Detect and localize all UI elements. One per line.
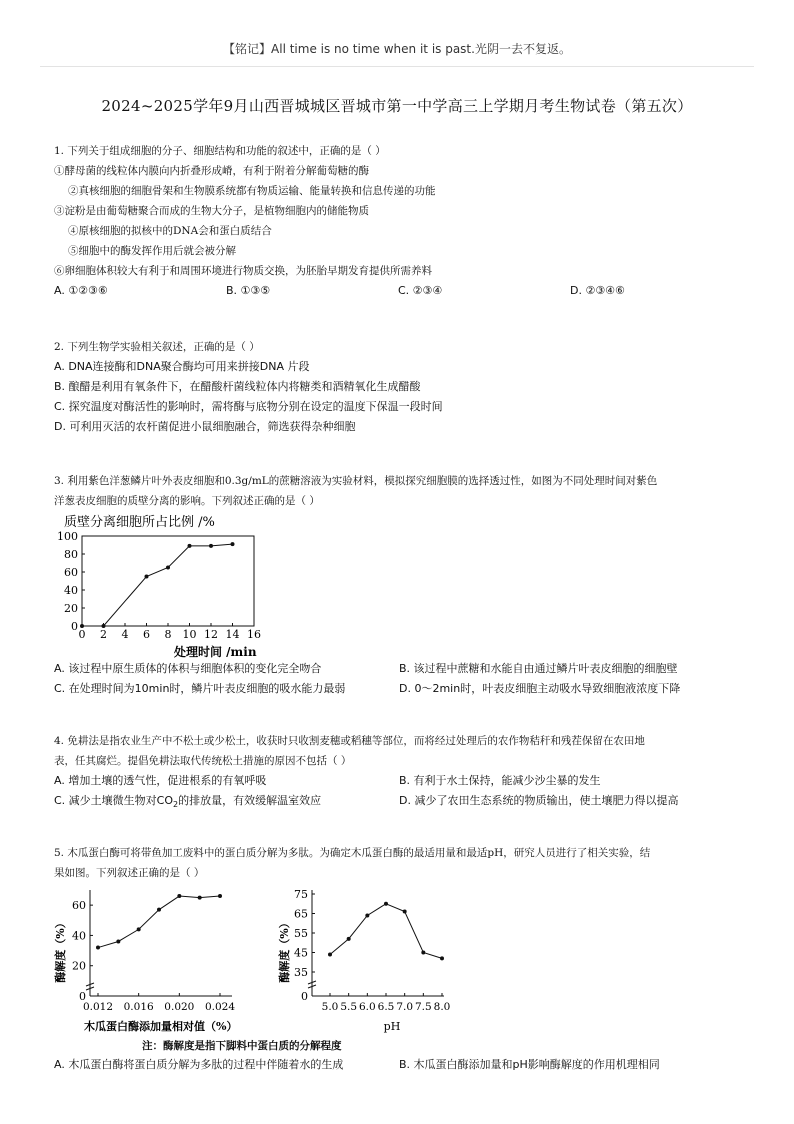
question-4-stem-line1: 4. 免耕法是指农业生产中不松土或少松土，收获时只收割麦穗或稻穗等部位，而将经过处理后的农作物秸秆和残茬保留在农田地 bbox=[54, 735, 645, 747]
question-5-stem-line2: 果如图。下列叙述正确的是（ ） bbox=[54, 867, 205, 879]
chart3-point bbox=[347, 937, 351, 941]
chart2-origin-label: 0 bbox=[79, 990, 86, 1003]
chart3-point bbox=[421, 951, 425, 955]
co2-subscript: 2 bbox=[173, 800, 179, 810]
chart1-xtick-label: 10 bbox=[182, 628, 197, 641]
chart1-title: 质壁分离细胞所占比例 /% bbox=[64, 515, 215, 530]
question-5-stem-line1: 5. 木瓜蛋白酶可将带鱼加工废料中的蛋白质分解为多肽。为确定木瓜蛋白酶的最适用量和最适pH，研究人员进行了相关实验，结 bbox=[54, 847, 651, 859]
chart3-xtick-label: 5.0 bbox=[321, 1001, 339, 1013]
chart3-ytick-label: 55 bbox=[294, 927, 308, 940]
question-5-options bbox=[54, 1055, 744, 1075]
chart2-point bbox=[218, 894, 222, 898]
chart1-xtick-label: 0 bbox=[78, 628, 86, 641]
chart1-ytick-label: 40 bbox=[64, 584, 78, 597]
chart2-xtick-label: 0.012 bbox=[82, 1001, 114, 1013]
chart1-ytick-label: 20 bbox=[64, 602, 78, 615]
q4-option-c[interactable] bbox=[54, 791, 399, 815]
question-3 bbox=[54, 471, 744, 511]
chart1-point bbox=[166, 566, 170, 570]
q4-option-c-text: C. 减少土壤微生物对CO bbox=[54, 794, 174, 807]
question-3-stem-line1: 3. 利用紫色洋葱鳞片叶外表皮细胞和0.3g/mL的蔗糖溶液为实验材料，模拟探究细胞膜的选择透过性，如图为不同处理时间对紫色 bbox=[54, 475, 658, 487]
chart3-xtick-label: 5.5 bbox=[340, 1001, 358, 1013]
chart1-ytick-label: 60 bbox=[64, 566, 78, 579]
chart1-point bbox=[188, 544, 192, 548]
chart1-xtick-label: 6 bbox=[143, 628, 150, 641]
chart3-point bbox=[384, 902, 388, 906]
q4-option-d[interactable]: D. 减少了农田生态系统的物质输出，使土壤肥力得以提高 bbox=[399, 794, 679, 807]
q1-statement-2: ②真核细胞的细胞骨架和生物膜系统都有物质运输、能量转换和信息传递的功能 bbox=[68, 185, 436, 197]
q3-option-d[interactable]: D. 0～2min时，叶表皮细胞主动吸水导致细胞液浓度下降 bbox=[399, 682, 681, 695]
chart1-xtick-label: 2 bbox=[100, 628, 107, 641]
chart1-xtick-label: 8 bbox=[164, 628, 172, 641]
q2-option-d[interactable]: D. 可利用灭活的农杆菌促进小鼠细胞融合，筛选获得杂种细胞 bbox=[54, 420, 356, 433]
chart3-ytick-label: 35 bbox=[294, 966, 308, 979]
chart3-point bbox=[440, 956, 444, 960]
chart1-point bbox=[80, 624, 84, 628]
chart1-xtick-label: 4 bbox=[121, 628, 129, 641]
q3-option-c[interactable]: C. 在处理时间为10min时，鳞片叶表皮细胞的吸水能力最弱 bbox=[54, 682, 346, 695]
chart1-point bbox=[209, 544, 213, 548]
q1-option-a[interactable]: A. ①②③⑥ bbox=[54, 284, 108, 297]
chart-plasmolysis bbox=[54, 510, 274, 660]
chart1-point bbox=[102, 624, 106, 628]
chart2-ytick-label: 20 bbox=[72, 959, 86, 973]
chart-ph bbox=[276, 880, 466, 1035]
chart1-frame bbox=[82, 536, 254, 626]
chart1-point bbox=[145, 575, 149, 579]
chart3-series-line bbox=[330, 904, 442, 959]
chart2-xtick-label: 0.020 bbox=[164, 1001, 195, 1013]
q1-statement-4: ④原核细胞的拟核中的DNA会和蛋白质结合 bbox=[68, 225, 272, 237]
chart1-ytick-label: 100 bbox=[57, 530, 78, 543]
question-4-stem-line2: 表，任其腐烂。提倡免耕法取代传统松土措施的原因不包括（ ） bbox=[54, 755, 352, 767]
chart2-point bbox=[157, 908, 161, 912]
chart1-point bbox=[231, 542, 235, 546]
q1-option-b[interactable]: B. ①③⑤ bbox=[226, 284, 271, 297]
chart3-xtick-label: 7.5 bbox=[414, 1001, 432, 1013]
question-5-note: 注：酶解度是指下脚料中蛋白质的分解程度 bbox=[142, 1040, 342, 1052]
chart1-ytick-label: 0 bbox=[71, 620, 78, 633]
q1-options bbox=[54, 281, 744, 301]
chart3-ytick-label: 65 bbox=[294, 907, 308, 921]
q2-option-c[interactable]: C. 探究温度对酶活性的影响时，需将酶与底物分别在设定的温度下保温一段时间 bbox=[54, 400, 443, 413]
header-divider bbox=[40, 66, 754, 67]
chart2-point bbox=[137, 927, 141, 931]
chart2-xlabel: 木瓜蛋白酶添加量相对值（%） bbox=[84, 1020, 238, 1033]
q5-option-b[interactable]: B. 木瓜蛋白酶添加量和pH影响酶解度的作用机理相同 bbox=[399, 1058, 660, 1071]
chart1-ytick-label: 80 bbox=[64, 548, 78, 561]
chart3-xtick-label: 6.0 bbox=[358, 1001, 376, 1013]
chart1-series-line bbox=[82, 544, 233, 626]
question-1 bbox=[54, 141, 744, 301]
chart2-series-line bbox=[98, 896, 220, 947]
q2-option-a[interactable]: A. DNA连接酶和DNA聚合酶均可用来拼接DNA 片段 bbox=[54, 360, 310, 373]
chart2-point bbox=[198, 896, 202, 900]
chart2-ytick-label: 60 bbox=[72, 899, 86, 913]
question-2 bbox=[54, 337, 744, 437]
chart3-point bbox=[365, 913, 369, 917]
chart3-xtick-label: 7.0 bbox=[396, 1001, 414, 1013]
chart2-point bbox=[177, 894, 181, 898]
q3-option-a[interactable]: A. 该过程中原生质体的体积与细胞体积的变化完全吻合 bbox=[54, 662, 322, 675]
question-5 bbox=[54, 843, 744, 883]
q2-option-b[interactable]: B. 酿醋是利用有氧条件下，在醋酸杆菌线粒体内将糖类和酒精氧化生成醋酸 bbox=[54, 380, 421, 393]
chart3-ytick-label: 45 bbox=[294, 946, 308, 960]
chart3-xlabel: pH bbox=[383, 1020, 401, 1033]
chart3-xtick-label: 6.5 bbox=[377, 1001, 395, 1013]
q1-statement-1: ①酵母菌的线粒体内膜向内折叠形成嵴，有利于附着分解葡萄糖的酶 bbox=[54, 165, 369, 177]
chart3-plot bbox=[294, 888, 450, 1013]
chart2-xtick-label: 0.016 bbox=[123, 1001, 154, 1013]
q4-option-b[interactable]: B. 有利于水土保持，能减少沙尘暴的发生 bbox=[399, 774, 601, 787]
question-2-stem: 2. 下列生物学实验相关叙述，正确的是（ ） bbox=[54, 341, 260, 353]
q5-option-a[interactable]: A. 木瓜蛋白酶将蛋白质分解为多肽的过程中伴随着水的生成 bbox=[54, 1058, 344, 1071]
q1-statement-5: ⑤细胞中的酶发挥作用后就会被分解 bbox=[68, 245, 236, 257]
chart1-xtick-label: 14 bbox=[225, 628, 240, 641]
chart2-point bbox=[116, 939, 120, 943]
question-1-stem: 1. 下列关于组成细胞的分子、细胞结构和功能的叙述中，正确的是（ ） bbox=[54, 145, 386, 157]
chart1-xtick-label: 12 bbox=[204, 628, 218, 641]
chart3-origin-label: 0 bbox=[301, 990, 308, 1003]
page-header: 【铭记】All time is no time when it is past.光阴一去不复返。 bbox=[223, 42, 571, 56]
question-3-stem-line2: 洋葱表皮细胞的质壁分离的影响。下列叙述正确的是（ ） bbox=[54, 495, 320, 507]
q1-statement-3: ③淀粉是由葡萄糖聚合而成的生物大分子，是植物细胞内的储能物质 bbox=[54, 205, 369, 217]
chart2-xtick-label: 0.024 bbox=[204, 1001, 236, 1013]
chart2-plot bbox=[72, 890, 235, 1013]
chart3-point bbox=[403, 910, 407, 914]
q1-statement-6: ⑥卵细胞体积较大有利于和周围环境进行物质交换，为胚胎早期发育提供所需养料 bbox=[54, 265, 432, 277]
question-4 bbox=[54, 731, 744, 815]
chart1-xtick-label: 16 bbox=[247, 628, 261, 641]
chart2-ylabel: 酶解度（%） bbox=[54, 917, 67, 983]
chart1-plot bbox=[57, 530, 261, 641]
q1-option-c[interactable]: C. ②③④ bbox=[398, 284, 443, 297]
q4-option-a[interactable]: A. 增加土壤的透气性，促进根系的有氧呼吸 bbox=[54, 774, 267, 787]
chart3-ytick-label: 75 bbox=[294, 888, 308, 901]
chart2-ytick-label: 40 bbox=[72, 929, 86, 943]
chart1-xlabel: 处理时间 /min bbox=[174, 645, 257, 659]
q1-option-d[interactable]: D. ②③④⑥ bbox=[570, 284, 625, 297]
chart2-point bbox=[96, 946, 100, 950]
q3-option-b[interactable]: B. 该过程中蔗糖和水能自由通过鳞片叶表皮细胞的细胞壁 bbox=[399, 662, 678, 675]
chart3-ylabel: 酶解度（%） bbox=[278, 917, 291, 983]
chart3-xtick-label: 8.0 bbox=[433, 1001, 451, 1013]
page-title: 2024~2025学年9月山西晋城城区晋城市第一中学高三上学期月考生物试卷（第五次） bbox=[101, 97, 693, 115]
q4-option-c-rest: 的排放量，有效缓解温室效应 bbox=[178, 794, 322, 807]
chart-enzyme-dosage bbox=[54, 880, 254, 1035]
question-3-options bbox=[54, 659, 744, 699]
chart3-point bbox=[328, 952, 332, 956]
